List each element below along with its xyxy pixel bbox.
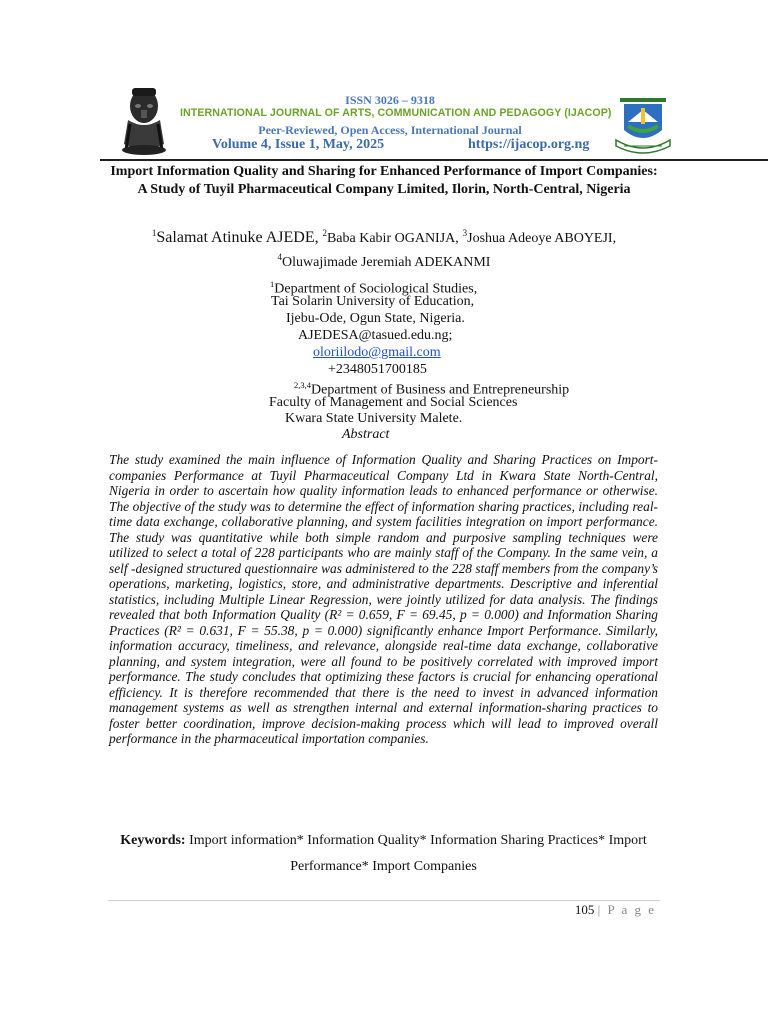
keywords [109, 828, 658, 880]
author-email-1: AJEDESA@tasued.edu.ng; [298, 328, 453, 343]
abstract-heading: Abstract [342, 427, 390, 442]
affiliation-1-location: Ijebu-Ode, Ogun State, Nigeria. [286, 311, 465, 326]
mask-logo [118, 84, 170, 156]
page-number: 105 [574, 902, 595, 917]
author-phone: +2348051700185 [328, 362, 427, 377]
journal-issn: ISSN 3026 – 9318 [345, 93, 435, 107]
author-3-marker: 3 [462, 228, 468, 238]
affiliation-2-university: Kwara State University Malete. [285, 411, 463, 426]
affiliation-2-marker: 2,3,4 [294, 380, 311, 390]
author-4-marker: 4 [277, 252, 283, 263]
journal-name: INTERNATIONAL JOURNAL OF ARTS, COMMUNICATION AND PEDAGOGY (IJACOP) [180, 107, 612, 119]
author-1-marker: 1 [151, 228, 157, 238]
journal-volume: Volume 4, Issue 1, May, 2025 [212, 137, 385, 152]
journal-tagline: Peer-Reviewed, Open Access, International Journal [258, 123, 522, 137]
affiliation-2-faculty: Faculty of Management and Social Sciences [269, 395, 518, 410]
university-crest-logo [612, 96, 674, 158]
author-email-2-link[interactable]: oloriilodo@gmail.com [313, 345, 441, 360]
footer-divider [108, 900, 660, 901]
page-label: | P a g e [597, 902, 656, 917]
page-footer [560, 902, 656, 918]
affiliation-1-marker: 1 [270, 279, 275, 289]
affiliation-2-dept: $^{2,3,4}$Department of Business and Entrepreneurship [294, 380, 570, 398]
header-divider [100, 159, 768, 161]
affiliation-1-university: Tai Solarin University of Education, [271, 294, 475, 309]
author-3: Joshua Adeoye ABOYEJI, [467, 231, 617, 247]
author-2-marker: 2 [322, 228, 327, 238]
affiliation-1-dept: $^1$Department of Sociological Studies, [270, 279, 478, 297]
author-4: Oluwajimade Jeremiah ADEKANMI [282, 255, 491, 271]
author-2: Baba Kabir OGANIJA, [326, 231, 459, 247]
paper-title: Import Information Quality and Sharing for Enhanced Performance of Import Companies: A Study of Tuyil Pharmaceutical Company Limited, Ilorin, North-Central, Nigeria [110, 164, 658, 197]
keywords-list: Import information* Information Quality* Information Sharing Practices* Import Performance* Import Companies [189, 833, 647, 874]
author-1: Salamat Atinuke AJEDE, [156, 229, 319, 247]
journal-url[interactable]: https://ijacop.org.ng [468, 137, 590, 152]
keywords-label: Keywords: [120, 833, 186, 848]
author-list [110, 224, 658, 272]
abstract-body: The study examined the main influence of Information Quality and Sharing Practices on Import-companies Performance at Tuyil Pharmaceutical Company Ltd in Kwara State North-Central, Nigeria in order to ascertain how quality information leads to enhanced performance or otherwise. The objective of the study was to determine the effect of information sharing practices, including real-time data exchange, collaborative planning, and system facilities integration on import performance. The study was quantitative while both simple random and purposive sampling techniques were utilized to select a total of 228 participants who are mainly staff of the Company. In the same vein, a self -designed structured questionnaire was administered to the 228 staff members from the company’s operations, marketing, logistics, store, and administrative departments. Descriptive and inferential statistics, including Multiple Linear Regression, were jointly utilized for data analysis. The findings revealed that both Information Quality (R² = 0.659, F = 69.45, p = 0.000) and Information Sharing Practices (R² = 0.631, F = 55.38, p = 0.000) significantly enhance Import Performance. Similarly, information accuracy, timeliness, and relevance, alongside real-time data exchange, collaborative planning, and system integration, were all found to be positively correlated with improved import performance. The study concludes that optimizing these factors is crucial for enhancing operational efficiency. It is therefore recommended that there is the need to invest in advanced information management systems as well as strengthen internal and external information-sharing practices to foster better coordination, improve decision-making process which will lead to improved overall performance in the pharmaceutical importation companies. [109, 452, 658, 746]
